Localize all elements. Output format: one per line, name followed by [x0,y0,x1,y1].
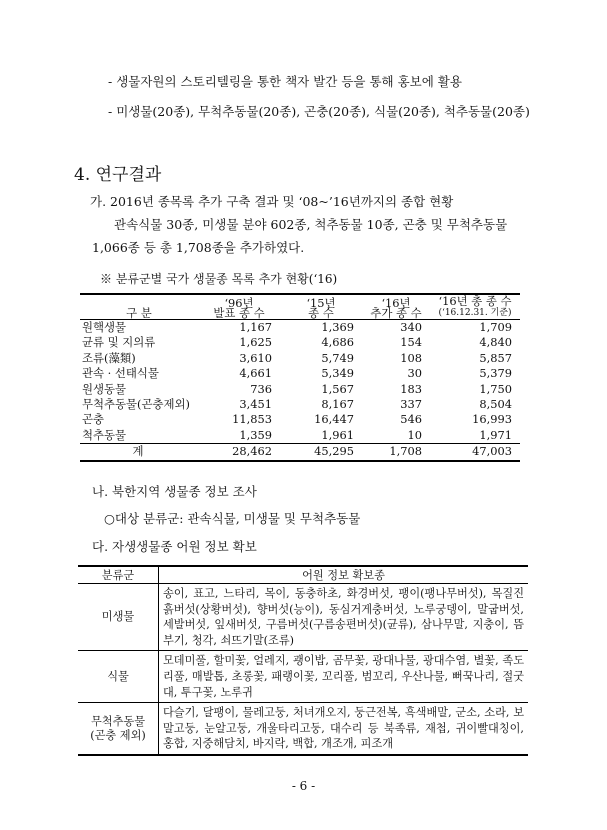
header-category: 구 분 [126,306,152,320]
species-list-cell: 다슬기, 달팽이, 물레고둥, 처녀개오지, 둥근전복, 흑색배말, 군소, 소라, 보말고둥, 눈알고둥, 개울타리고둥, 대수리 등 북족류, 재첩, 귀이빨대칭이, 홍합, 지중해담치, 바지락, 백합, 개조개, 피조개 [159,703,529,755]
para-da-title: 다. 자생생물종 어원 정보 확보 [92,539,257,554]
taxon-cell: 무척추동물 (곤충 제외) [78,703,159,755]
header-2016-total: ‘16년 총 종 수 (‘16.12.31. 기준) [438,294,512,318]
header-2015: ‘15년 종 수 [306,296,336,320]
table-row: 관속 · 선태식물 4,661 5,349 30 5,379 [82,366,512,381]
para-ga-body-line2: 1,066종 등 총 1,708종을 추가하였다. [92,240,305,255]
para-ga-body-line1: 관속식물 30종, 미생물 분야 602종, 척추동물 10종, 곤충 및 무척추동물 [114,217,508,232]
table-total-row: 계 28,462 45,295 1,708 47,003 [80,444,520,461]
table-row: 원생동물 736 1,567 183 1,750 [82,381,512,396]
species-count-table [80,293,520,462]
para-na-item: ○대상 분류군: 관속식물, 미생물 및 무척추동물 [104,511,361,526]
etymology-table [78,565,528,756]
taxon-cell: 식물 [78,651,159,703]
table-row [78,584,528,651]
table-row: 척추동물 1,359 1,961 10 1,971 [82,427,512,442]
table-row: 조류(藻類) 3,610 5,749 108 5,857 [82,350,512,365]
species-list-cell: 모데미풀, 할미꽃, 얼레지, 괭이밥, 곰무꽃, 광대나물, 광대수염, 별꽃, 족도리풀, 매발톱, 초롱꽃, 패랭이꽃, 꼬리풀, 범꼬리, 우산나물, 뻐꾹나리, 절굿대, 투구꽃, 노루귀 [159,651,529,703]
table-row [78,651,528,703]
table-row [78,703,528,755]
table1-header-row [80,294,520,320]
header-taxon: 분류군 [78,566,159,584]
species-list-cell: 송이, 표고, 느타리, 목이, 동충하초, 화경버섯, 팽이(팽나무버섯), 목질진흙버섯(상황버섯), 향버섯(능이), 동심거게충버섯, 노루궁뎅이, 말굽버섯, 세발버섯, 잎새버섯, 구름버섯(구름송편버섯)(균류), 삼나무말, 지충이, 뜸부기, 청각, 쇠뜨기말(조류) [159,584,529,651]
para-na-title: 나. 북한지역 생물종 정보 조사 [92,484,257,499]
table-row: 곤충 11,853 16,447 546 16,993 [82,412,512,427]
para-ga-title: 가. 2016년 종목록 추가 구축 결과 및 ‘08~’16년까지의 종합 현황 [90,194,454,209]
bullet-species-counts: - 미생물(20종), 무척추동물(20종), 곤충(20종), 식물(20종), 척추동물(20종) [108,104,530,119]
taxon-cell: 미생물 [78,584,159,651]
table2-header-row [78,566,528,584]
header-2016-added: ‘16년 추가 종 수 [370,296,422,320]
table-row: 무척추동물(곤충제외) 3,451 8,167 337 8,504 [82,397,512,412]
table-row: 균류 및 지의류 1,625 4,686 154 4,840 [82,335,512,350]
table-row: 원핵생물 1,167 1,369 340 1,709 [82,320,512,334]
page-number: - 6 - [291,779,316,793]
section-heading: 4. 연구결과 [74,165,162,185]
bullet-storytelling: - 생물자원의 스토리텔링을 통한 책자 발간 등을 통해 홍보에 활용 [108,74,462,89]
header-1996: ‘96년 발표 종 수 [213,296,265,320]
header-etymology: 어원 정보 확보종 [159,566,529,584]
table1-caption: ※ 분류군별 국가 생물종 목록 추가 현황(‘16) [100,272,338,286]
